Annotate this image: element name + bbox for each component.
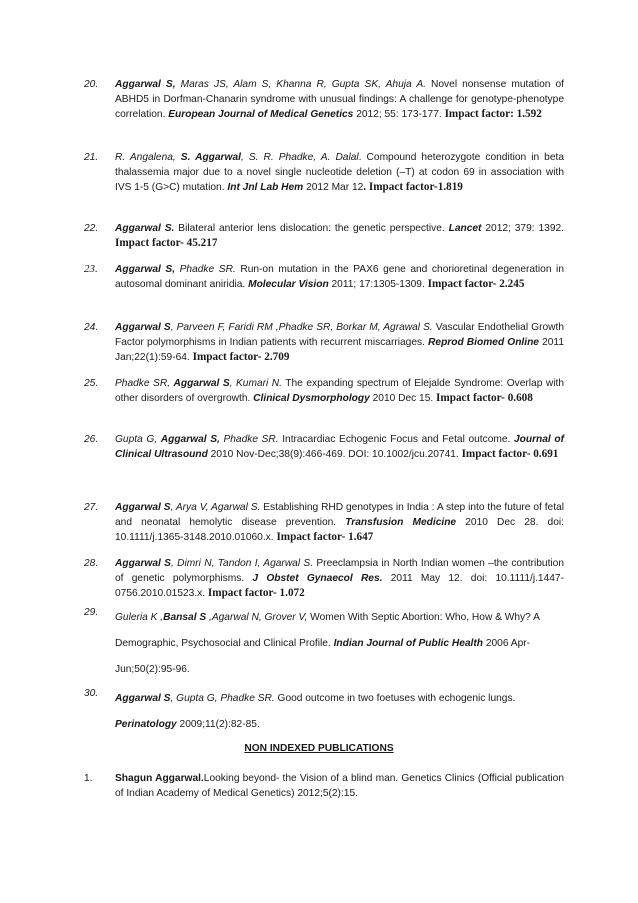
entry-impact-factor: Impact factor- 1.647 (276, 531, 374, 543)
entry-citation: 2006 Apr-Jun;50(2):95-96. (115, 638, 531, 675)
entry-impact-factor: Impact factor- 2.245 (427, 278, 525, 290)
entry-journal: Indian Journal of Public Health (333, 638, 484, 649)
publication-entry-26 (84, 432, 564, 462)
entry-title: Women With Septic Abortion: Who, How & Why? A Demographic, Psychosocial and Clinical Profile. (115, 612, 540, 649)
entry-title: Establishing RHD genotypes in India : A step into the future of fetal and neonatal hemolytic disease prevention. (115, 502, 564, 528)
entry-authors: Phadke SR, Aggarwal S, Kumari N. (115, 378, 282, 389)
entry-body (115, 262, 564, 292)
publication-entry-24 (84, 320, 564, 365)
entry-authors: Guleria K ,Bansal S ,Agarwal N, Grover V, (115, 612, 308, 623)
entry-impact-factor: Impact factor- 0.608 (436, 392, 533, 404)
entry-number: 28. (84, 558, 99, 569)
entry-number: 21. (84, 152, 99, 163)
entry-impact-factor: Impact factor- 1.072 (207, 587, 305, 599)
non-indexed-entry-1 (84, 771, 564, 801)
entry-citation: 2010 Dec 28. doi: 10.1111/j.1365-3148.2010.01060.x. (115, 517, 564, 543)
entry-impact-factor: Impact factor: 1.592 (444, 108, 542, 120)
entry-authors: Aggarwal S, Gupta G, Phadke SR. (115, 693, 275, 704)
entry-authors: R. Angalena, S. Aggarwal, S. R. Phadke, A. Dalal (115, 152, 359, 163)
entry-journal: European Journal of Medical Genetics (168, 109, 354, 120)
entry-journal: Journal of Clinical Ultrasound (115, 434, 564, 460)
entry-citation: 2010 Dec 15. (369, 393, 437, 404)
entry-number: 20. (84, 79, 99, 90)
entry-journal: Int Jnl Lab Hem (227, 182, 304, 193)
entry-citation: 2011 May 12. doi: 10.1111/j.1447-0756.2010.01523.x. (115, 573, 564, 599)
entry-body (115, 376, 564, 406)
entry-journal: Molecular Vision (248, 279, 329, 290)
publication-entry-27 (84, 500, 564, 545)
entry-body (115, 432, 564, 462)
entry-journal: Transfusion Medicine (345, 517, 457, 528)
entry-number: 22. (84, 223, 99, 234)
entry-body (115, 221, 564, 251)
publication-entry-23 (84, 262, 564, 292)
entry-authors: Aggarwal S, Maras JS, Alam S, Khanna R, Gupta SK, Ahuja A. (115, 79, 426, 90)
entry-citation: 2012; 379: 1392. (481, 223, 564, 234)
entry-authors: Gupta G, Aggarwal S, Phadke SR. (115, 434, 279, 445)
entry-number: 25. (84, 378, 99, 389)
entry-journal: Perinatology (115, 719, 177, 730)
entry-citation: 2010 Nov-Dec;38(9):466-469. DOI: 10.1002/jcu.20741. (207, 449, 462, 460)
entry-citation: 2012; 55: 173-177. (353, 109, 445, 120)
publication-entry-22 (84, 221, 564, 251)
entry-authors: Aggarwal S, Parveen F, Faridi RM ,Phadke SR, Borkar M, Agrawal S. (115, 322, 433, 333)
entry-journal: Lancet (448, 223, 482, 234)
entry-journal: J Obstet Gynaecol Res. (252, 573, 383, 584)
publication-entry-29 (84, 605, 564, 683)
entry-citation: 2009;11(2):82-85. (176, 719, 260, 730)
entry-title: Vascular Endothelial Growth Factor polymorphisms in Indian patients with recurrent miscarriages. (115, 322, 564, 348)
entry-number: 1. (84, 773, 93, 784)
entry-citation: 2011; 17:1305-1309. (328, 279, 428, 290)
entry-journal: Reprod Biomed Online (428, 337, 539, 348)
publication-entry-25 (84, 376, 564, 406)
entry-title: The expanding spectrum of Elejalde Syndrome: Overlap with other disorders of overgrowth. (115, 378, 565, 404)
entry-impact-factor: Impact factor- 45.217 (115, 237, 218, 249)
entry-title: Intracardiac Echogenic Focus and Fetal outcome. (278, 434, 514, 445)
entry-text: Looking beyond- the Vision of a blind man. Genetics Clinics (Official publication of Indian Academy of Medical Genetics) 2012;5(2):15. (115, 773, 564, 799)
entry-title: Run-on mutation in the PAX6 gene and chorioretinal degeneration in autosomal dominant aniridia. (115, 264, 564, 290)
publication-entry-30 (84, 686, 564, 738)
entry-authors: Aggarwal S, Dimri N, Tandon I, Agarwal S. (115, 558, 314, 569)
entry-title: Good outcome in two foetuses with echogenic lungs. (274, 693, 516, 704)
entry-title: . Compound heterozygote condition in beta thalassemia major due to a novel single nucleotide deletion (–T) at codon 69 in association with IVS 1-5 (G>C) mutation. (115, 152, 565, 193)
publication-entry-21 (84, 150, 564, 195)
section-heading (0, 741, 638, 756)
entry-authors: Aggarwal S. (115, 223, 175, 234)
publication-entry-20 (84, 77, 564, 122)
entry-body (115, 320, 564, 365)
entry-author: Shagun Aggarwal. (115, 773, 204, 784)
entry-body (115, 500, 564, 545)
entry-body (115, 605, 564, 683)
entry-body (115, 150, 564, 195)
entry-number: 27. (84, 502, 99, 513)
entry-number: 24. (84, 322, 99, 333)
entry-impact-factor: . Impact factor-1.819 (363, 181, 463, 193)
entry-body (115, 77, 564, 122)
entry-authors: Aggarwal S, Phadke SR. (115, 264, 236, 275)
entry-number: 29. (84, 607, 99, 618)
entry-impact-factor: Impact factor- 2.709 (192, 351, 290, 363)
entry-body (115, 771, 564, 801)
entry-number: 23. (84, 263, 98, 275)
entry-title: Preeclampsia in North Indian women –the contribution of genetic polymorphisms. (115, 558, 565, 584)
entry-body (115, 556, 564, 601)
entry-body (115, 686, 564, 738)
entry-authors: Aggarwal S, Arya V, Agarwal S. (115, 502, 261, 513)
entry-journal: Clinical Dysmorphology (253, 393, 370, 404)
entry-title: Bilateral anterior lens dislocation: the genetic perspective. (174, 223, 449, 234)
entry-impact-factor: Impact factor- 0.691 (461, 448, 559, 460)
entry-number: 30. (84, 688, 99, 699)
entry-citation: 2012 Mar 12 (303, 182, 364, 193)
entry-citation: 2011 Jan;22(1):59-64. (115, 337, 564, 363)
entry-title: Novel nonsense mutation of ABHD5 in Dorfman-Chanarin syndrome with unusual findings: A challenge for genotype-phenotype correlation. (115, 79, 564, 120)
publication-entry-28 (84, 556, 564, 601)
section-title: NON INDEXED PUBLICATIONS (244, 743, 394, 754)
entry-number: 26. (84, 434, 99, 445)
